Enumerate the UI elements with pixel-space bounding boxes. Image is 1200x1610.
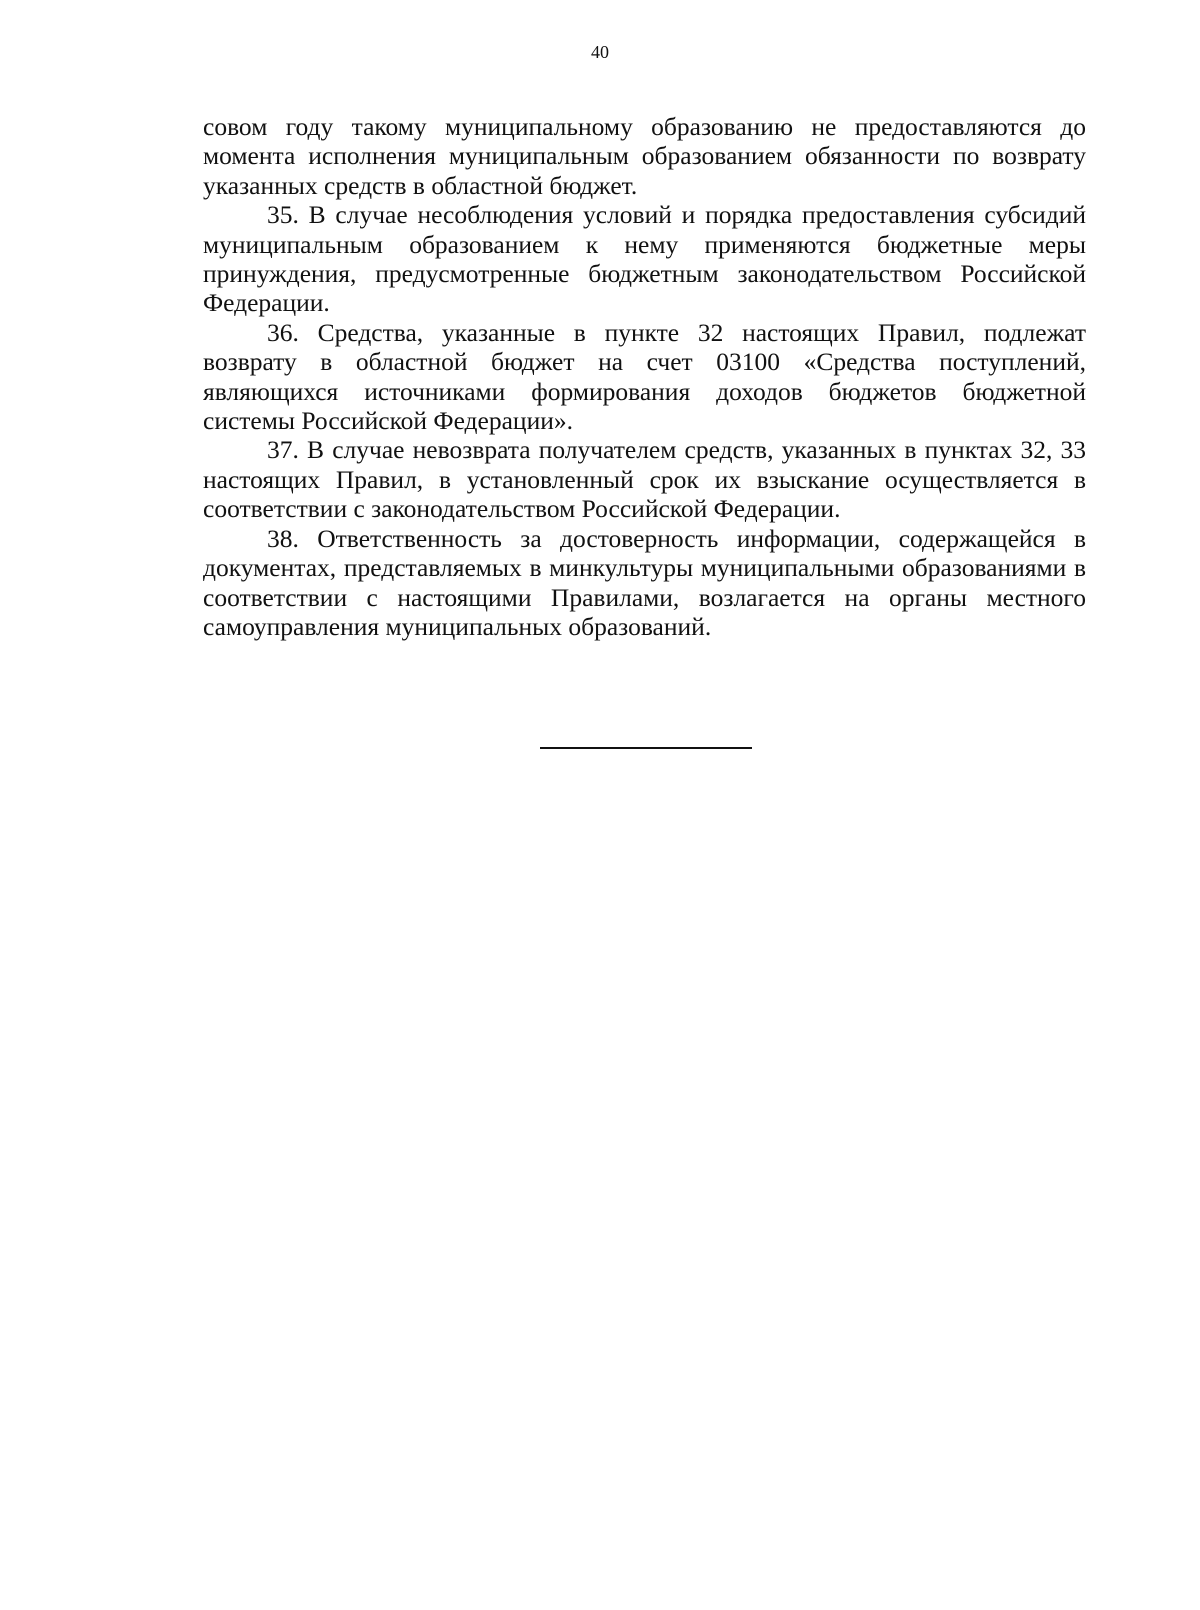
paragraph-item-38: 38. Ответственность за достоверность информации, содержащейся в документах, представляемых в минкультуры муниципальными образованиями в соответствии с настоящими Правилами, возлагается на органы местного самоуправления муниципальных образований. [203, 523, 1086, 641]
paragraph-continuation: совом году такому муниципальному образованию не предоставляются до момента исполнения муниципальным образованием обязанности по возврату указанных средств в областной бюджет. [203, 112, 1086, 200]
closing-separator-line [540, 747, 752, 749]
page-number: 40 [591, 42, 609, 62]
paragraph-item-37: 37. В случае невозврата получателем средств, указанных в пунктах 32, 33 настоящих Правил, в установленный срок их взыскание осуществляется в соответствии с законодательством Российской Федерации. [203, 435, 1086, 524]
paragraph-item-36: 36. Средства, указанные в пункте 32 настоящих Правил, подлежат возврату в областной бюджет на счет 03100 «Средства поступлений, являющихся источниками формирования доходов бюджетов бюджетной системы Российской Федерации». [203, 317, 1086, 436]
document-body [203, 112, 1086, 641]
paragraph-item-35: 35. В случае несоблюдения условий и порядка предоставления субсидий муниципальным образованием к нему применяются бюджетные меры принуждения, предусмотренные бюджетным законодательством Российской Федерации. [203, 200, 1086, 318]
